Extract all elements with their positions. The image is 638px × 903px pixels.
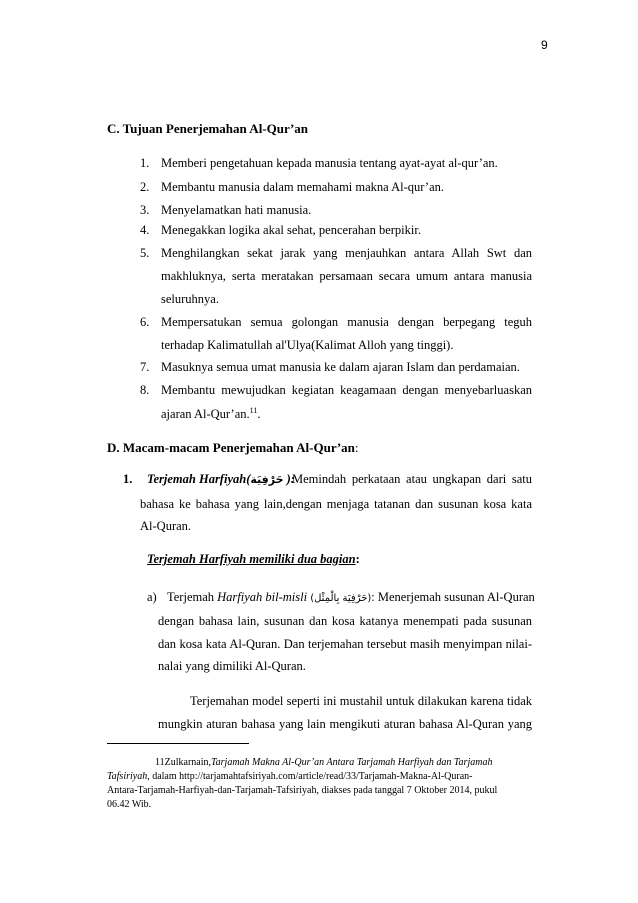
item1-line2: bahasa ke bahasa yang lain,dengan menjaga tatanan dan susunan kosa kata <box>140 497 532 511</box>
paragraph-line2: mungkin aturan bahasa yang lain mengikuti aturan bahasa Al-Quran yang <box>158 717 532 731</box>
footnote-divider <box>107 743 249 744</box>
footnote-line3: Antara-Tarjamah-Harfiyah-dan-Tarjamah-Tafsiriyah, diakses pada tanggal 7 Oktober 2014, pukul <box>107 785 498 796</box>
list-item-number: 1. <box>140 156 150 170</box>
subheading <box>147 552 360 567</box>
section-c-heading: C. Tujuan Penerjemahan Al-Qur’an <box>107 121 309 136</box>
item1-line3: Al-Quran. <box>140 519 192 533</box>
list-item-text: Membantu manusia dalam memahami makna Al-qur’an. <box>161 180 445 194</box>
item1-line1: Memindah perkataan atau ungkapan dari satu <box>292 472 532 486</box>
list-item-number: 2. <box>140 180 150 194</box>
list-item-text: Menegakkan logika akal sehat, pencerahan berpikir. <box>161 223 421 237</box>
sub-item-a-term: Harfiyah bil-misli <box>217 590 308 604</box>
sub-item-a-lead-text: Terjemah <box>167 590 215 604</box>
arabic-term: حَرْفِيَة <box>250 473 284 486</box>
subheading-colon: : <box>355 552 360 566</box>
footnote-title: Tarjamah Makna Al-Qur’an Antara Tarjamah Harfiyah dan Tarjamah <box>211 757 493 768</box>
list-item-text-tail: ajaran Al-Qur’an. <box>161 407 250 422</box>
list-item-number: 4. <box>140 223 150 237</box>
footnote-line1 <box>155 757 532 768</box>
item1-number: 1. <box>123 472 133 486</box>
list-item-text: Mempersatukan semua golongan manusia dengan berpegang teguh <box>161 315 532 329</box>
sub-item-a-line2: dengan bahasa lain, susunan dan kosa katanya menempati pada susunan <box>158 614 532 628</box>
list-item-number: 3. <box>140 203 150 217</box>
list-item-number: 7. <box>140 360 150 374</box>
list-item-text: Menyelamatkan hati manusia. <box>161 203 312 217</box>
sub-item-a-lead <box>167 590 535 605</box>
item1-title <box>147 472 295 487</box>
subheading-text: Terjemah Harfiyah memiliki dua bagian <box>147 552 356 566</box>
sub-item-a-line3: dan kosa kata Al-Quran. Dan terjemahan tersebut masih menyimpan nilai- <box>158 637 532 651</box>
footnote-url: , dalam http://tarjamahtafsiriyah.com/article/read/33/Tarjamah-Makna-Al-Quran- <box>147 771 473 782</box>
footnote-title-cont: Tafsiriyah <box>107 771 148 782</box>
item1-title-close: ): <box>283 472 295 486</box>
list-item-number: 5. <box>140 246 150 260</box>
list-item-text: makhluknya, serta meratakan persamaan secara umum antara manusia <box>161 269 532 283</box>
list-item-number: 6. <box>140 315 150 329</box>
arabic-term: (حَرْفِيَة بِالْمِثْل) <box>310 593 372 604</box>
footnote-ref: 11 <box>249 406 258 415</box>
paragraph-line1: Terjemahan model seperti ini mustahil untuk dilakukan karena tidak <box>190 694 532 708</box>
footnote-line2 <box>107 771 532 782</box>
list-item-text: Membantu mewujudkan kegiatan keagamaan dengan menyebarluaskan <box>161 383 532 397</box>
item1-title-text: Terjemah Harfiyah( <box>147 472 251 486</box>
footnote-author: Zulkarnain, <box>164 757 212 768</box>
list-item-text <box>161 406 260 422</box>
sub-item-a-line4: nalai yang dimiliki Al-Quran. <box>158 659 306 673</box>
sub-item-a-line1-rest: : Menerjemah susunan Al-Quran <box>371 590 535 604</box>
list-item-text: seluruhnya. <box>161 292 219 306</box>
list-item-text: Masuknya semua umat manusia ke dalam ajaran Islam dan perdamaian. <box>161 360 520 374</box>
footnote-number: 11 <box>155 757 165 768</box>
footnote-line4: 06.42 Wib. <box>107 799 152 810</box>
page-number: 9 <box>541 38 548 52</box>
trailing-period: . <box>257 407 261 422</box>
heading-colon: : <box>354 440 359 455</box>
list-item-number: 8. <box>140 383 150 397</box>
list-item-text: Memberi pengetahuan kepada manusia tentang ayat-ayat al-qur’an. <box>161 156 498 170</box>
sub-item-label: a) <box>147 590 157 604</box>
list-item-text: Menghilangkan sekat jarak yang menjauhkan antara Allah Swt dan <box>161 246 532 260</box>
section-d-heading-text: D. Macam-macam Penerjemahan Al-Qur’an <box>107 440 355 455</box>
section-d-heading <box>107 440 359 456</box>
list-item-text: terhadap Kalimatullah al'Ulya(Kalimat Alloh yang tinggi). <box>161 338 454 352</box>
